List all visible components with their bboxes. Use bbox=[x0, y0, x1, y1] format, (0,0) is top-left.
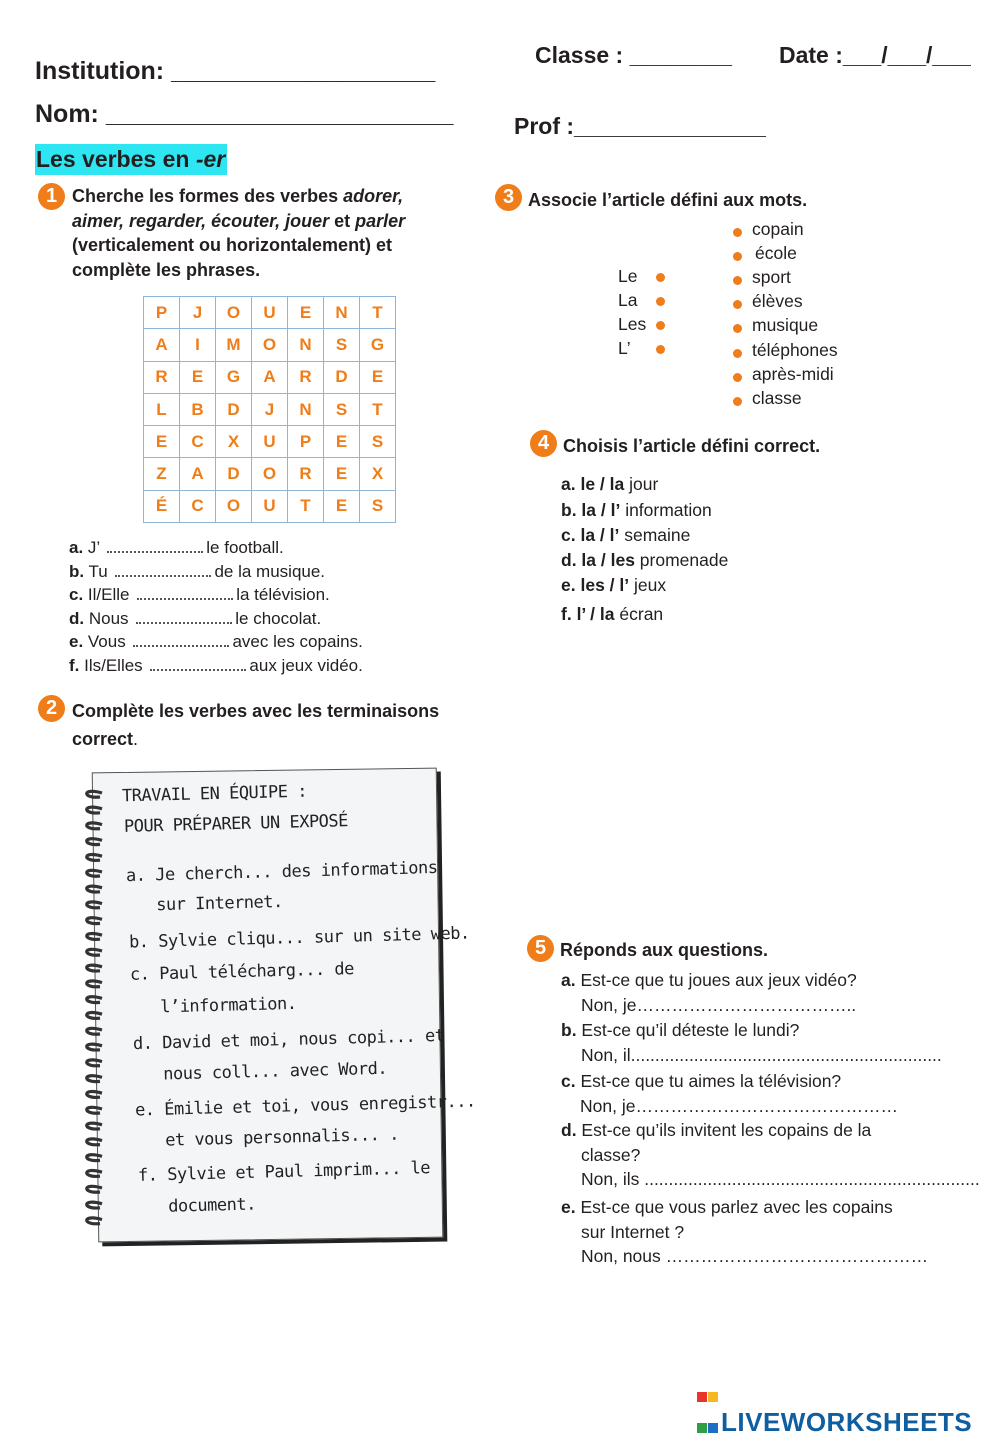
notebook-line: nous coll... avec Word. bbox=[133, 1058, 388, 1086]
grid-row bbox=[144, 490, 396, 522]
ex4-item bbox=[561, 498, 712, 524]
ex4-item bbox=[561, 602, 663, 628]
grid-cell: A bbox=[180, 458, 216, 490]
question-letter: e. bbox=[561, 1197, 581, 1217]
ex4-item bbox=[561, 472, 658, 498]
ex1-sentence bbox=[69, 607, 363, 631]
article-label: L’ bbox=[618, 338, 631, 358]
word-label: classe bbox=[752, 387, 802, 408]
ex1-sentence bbox=[69, 536, 363, 560]
question-text: Est-ce que tu joues aux jeux vidéo? bbox=[580, 970, 857, 990]
grid-cell: S bbox=[360, 426, 396, 458]
answer-line[interactable]: Non, je……………………………….. bbox=[581, 994, 857, 1015]
answer-line[interactable]: Non, nous ……………………………………… bbox=[581, 1246, 929, 1266]
grid-cell: B bbox=[180, 393, 216, 425]
sentence-rest: le football. bbox=[206, 538, 284, 557]
grid-cell: S bbox=[324, 393, 360, 425]
answer-line[interactable]: Non, je……………………………………… bbox=[580, 1095, 898, 1116]
grid-cell: O bbox=[252, 329, 288, 361]
answer-blank[interactable] bbox=[137, 590, 233, 600]
grid-cell: C bbox=[180, 490, 216, 522]
grid-cell: E bbox=[324, 426, 360, 458]
grid-cell: D bbox=[216, 458, 252, 490]
classe-field: Classe : ________ bbox=[535, 42, 732, 68]
grid-cell: P bbox=[144, 297, 180, 329]
match-dot[interactable] bbox=[656, 297, 665, 306]
ex1-sentence bbox=[69, 583, 363, 607]
question-text: Est-ce qu’il déteste le lundi? bbox=[581, 1020, 800, 1040]
answer-line[interactable]: Non, ils ..................................................................... bbox=[581, 1169, 980, 1189]
notebook-line: sur Internet. bbox=[127, 891, 284, 917]
answer-blank[interactable] bbox=[107, 543, 203, 553]
match-dot[interactable] bbox=[733, 228, 742, 237]
question-line-2: sur Internet ? bbox=[581, 1221, 685, 1242]
date-field: Date :___/___/___ bbox=[779, 42, 971, 68]
question-line bbox=[561, 1118, 981, 1143]
match-dot[interactable] bbox=[656, 321, 665, 330]
grid-cell: E bbox=[324, 490, 360, 522]
grid-cell: E bbox=[180, 361, 216, 393]
notebook-line: l’information. bbox=[130, 993, 297, 1019]
question-text: Est-ce qu’ils invitent les copains de la bbox=[581, 1120, 872, 1140]
grid-cell: O bbox=[216, 490, 252, 522]
ex4-instructions: Choisis l’article défini correct. bbox=[563, 436, 821, 456]
grid-cell: R bbox=[288, 458, 324, 490]
ex3-instructions: Associe l’article défini aux mots. bbox=[528, 190, 808, 210]
grid-cell: P bbox=[288, 426, 324, 458]
item-noun: semaine bbox=[619, 525, 691, 545]
grid-cell: U bbox=[252, 297, 288, 329]
question-line-2: classe? bbox=[581, 1144, 641, 1165]
ex5-instructions: Réponds aux questions. bbox=[560, 940, 769, 960]
article-choice[interactable]: la / l’ bbox=[581, 500, 621, 520]
grid-cell: D bbox=[324, 361, 360, 393]
sentence-subject: Ils/Elles bbox=[79, 655, 148, 675]
grid-cell: S bbox=[360, 490, 396, 522]
ex5-question bbox=[561, 1018, 981, 1067]
prof-field: Prof :_______________ bbox=[514, 113, 766, 139]
question-letter: c. bbox=[561, 1071, 581, 1091]
grid-cell: J bbox=[180, 297, 216, 329]
grid-cell: T bbox=[288, 490, 324, 522]
ex5-question bbox=[561, 1118, 981, 1192]
answer-blank[interactable] bbox=[133, 637, 229, 647]
notebook-line: f. Sylvie et Paul imprim... le bbox=[137, 1158, 430, 1186]
notebook-line: d. David et moi, nous copi... et bbox=[132, 1025, 445, 1055]
grid-cell: J bbox=[252, 393, 288, 425]
sentence-rest: de la musique. bbox=[214, 561, 326, 581]
grid-cell: T bbox=[360, 297, 396, 329]
sentence-rest: la télévision. bbox=[236, 585, 330, 604]
item-letter: b. bbox=[561, 500, 582, 520]
notebook-line: et vous personnalis... . bbox=[136, 1124, 400, 1152]
grid-cell: U bbox=[252, 490, 288, 522]
question-line bbox=[561, 1069, 981, 1094]
grid-cell: É bbox=[144, 490, 180, 522]
match-dot[interactable] bbox=[656, 345, 665, 354]
word-label: après-midi bbox=[752, 363, 834, 384]
grid-row bbox=[144, 426, 396, 458]
word-label: élèves bbox=[752, 291, 803, 312]
page-title: Les verbes en -er bbox=[35, 144, 227, 175]
ex5-question bbox=[561, 1069, 981, 1118]
sentence-subject: Vous bbox=[83, 632, 131, 651]
item-noun: promenade bbox=[634, 550, 729, 570]
ex2-number-badge: 2 bbox=[38, 695, 65, 722]
ex5-number-badge: 5 bbox=[527, 935, 554, 962]
grid-row bbox=[144, 393, 396, 425]
item-letter: c. bbox=[561, 525, 581, 545]
sentence-subject: Nous bbox=[84, 608, 134, 628]
grid-cell: E bbox=[324, 458, 360, 490]
ex2-instructions: Complète les verbes avec les terminaisons correct. bbox=[72, 701, 440, 749]
grid-cell: U bbox=[252, 426, 288, 458]
ex5-question bbox=[561, 1195, 981, 1269]
grid-cell: Z bbox=[144, 458, 180, 490]
ex3-number-badge: 3 bbox=[495, 184, 522, 211]
sentence-rest: avec les copains. bbox=[232, 632, 363, 651]
institution-field: Institution: ___________________ bbox=[35, 57, 436, 85]
question-letter: a. bbox=[561, 970, 581, 990]
grid-cell: L bbox=[144, 393, 180, 425]
grid-cell: N bbox=[324, 297, 360, 329]
grid-cell: E bbox=[288, 297, 324, 329]
article-choice[interactable]: la / l’ bbox=[580, 525, 620, 545]
sentence-rest: aux jeux vidéo. bbox=[249, 655, 363, 675]
sentence-letter: d. bbox=[69, 608, 85, 628]
match-dot[interactable] bbox=[733, 373, 742, 382]
item-noun: écran bbox=[614, 604, 664, 624]
nom-field: Nom: _________________________ bbox=[35, 100, 454, 128]
answer-blank[interactable] bbox=[150, 661, 246, 671]
sentence-subject: J’ bbox=[83, 538, 105, 557]
article-label: Le bbox=[618, 266, 638, 286]
ex1-instructions: Cherche les formes des verbes adorer, aimer, regarder, écouter, jouer et parler (verticalement ou horizontalement) et complète les phrases. bbox=[72, 186, 406, 280]
notebook-title-1: TRAVAIL EN ÉQUIPE : bbox=[121, 781, 308, 807]
match-dot[interactable] bbox=[733, 252, 742, 261]
grid-cell: D bbox=[216, 393, 252, 425]
question-text: Est-ce que tu aimes la télévision? bbox=[580, 1071, 842, 1091]
grid-row bbox=[144, 297, 396, 329]
answer-line[interactable]: Non, il................................................................ bbox=[581, 1044, 942, 1065]
ex4-item bbox=[561, 573, 666, 599]
match-dot[interactable] bbox=[733, 397, 742, 406]
notebook-title-2: POUR PRÉPARER UN EXPOSÉ bbox=[123, 811, 349, 837]
grid-cell: X bbox=[216, 426, 252, 458]
word-search-grid bbox=[143, 296, 396, 523]
word-label: copain bbox=[752, 219, 804, 239]
grid-cell: R bbox=[288, 361, 324, 393]
grid-cell: O bbox=[216, 297, 252, 329]
article-choice[interactable]: la / les bbox=[581, 550, 635, 570]
item-noun: information bbox=[620, 500, 712, 520]
question-letter: d. bbox=[561, 1120, 582, 1140]
word-label: sport bbox=[752, 267, 791, 288]
article-row bbox=[618, 290, 637, 311]
sentence-letter: a. bbox=[69, 538, 84, 557]
grid-cell: M bbox=[216, 329, 252, 361]
item-noun: jeux bbox=[629, 575, 667, 595]
sentence-rest: le chocolat. bbox=[235, 608, 322, 628]
grid-cell: O bbox=[252, 458, 288, 490]
article-row bbox=[618, 314, 646, 335]
question-line bbox=[561, 968, 981, 993]
notebook-line: c. Paul télécharg... de bbox=[129, 959, 355, 985]
question-line bbox=[561, 1195, 981, 1220]
item-letter: e. bbox=[561, 575, 581, 595]
match-dot[interactable] bbox=[656, 273, 665, 282]
answer-blank[interactable] bbox=[115, 567, 211, 577]
ex1-sentence bbox=[69, 654, 363, 678]
notebook-line: e. Émilie et toi, vous enregistr... bbox=[134, 1091, 477, 1121]
grid-cell: R bbox=[144, 361, 180, 393]
article-row bbox=[618, 338, 631, 359]
word-label: école bbox=[755, 243, 797, 264]
notebook-line: document. bbox=[138, 1194, 257, 1218]
word-label: téléphones bbox=[752, 339, 838, 360]
notebook-spiral-icon bbox=[80, 785, 106, 1235]
grid-cell: X bbox=[360, 458, 396, 490]
grid-cell: N bbox=[288, 393, 324, 425]
ex1-sentence bbox=[69, 630, 363, 654]
grid-cell: G bbox=[360, 329, 396, 361]
article-label: La bbox=[618, 290, 638, 310]
ex1-sentence bbox=[69, 560, 363, 584]
article-label: Les bbox=[618, 314, 647, 334]
word-label: musique bbox=[752, 315, 819, 336]
question-text: Est-ce que vous parlez avec les copains bbox=[580, 1197, 893, 1217]
article-choice[interactable]: le / la bbox=[580, 474, 625, 494]
sentence-letter: c. bbox=[69, 585, 84, 604]
ex5-question bbox=[561, 968, 981, 1017]
match-dot[interactable] bbox=[733, 276, 742, 285]
grid-row bbox=[144, 458, 396, 490]
ex1-number-badge: 1 bbox=[38, 183, 65, 210]
grid-cell: I bbox=[180, 329, 216, 361]
ex1-sentences bbox=[69, 536, 363, 677]
ex4-item bbox=[561, 523, 690, 549]
liveworksheets-logo[interactable]: LIVEWORKSHEETS bbox=[697, 1378, 972, 1438]
grid-row bbox=[144, 329, 396, 361]
grid-cell: S bbox=[324, 329, 360, 361]
sentence-letter: e. bbox=[69, 632, 84, 651]
ex4-number-badge: 4 bbox=[530, 430, 557, 457]
ex4-item bbox=[561, 548, 728, 574]
grid-cell: C bbox=[180, 426, 216, 458]
grid-cell: A bbox=[252, 361, 288, 393]
grid-cell: A bbox=[144, 329, 180, 361]
answer-blank[interactable] bbox=[136, 614, 232, 624]
notebook-line: b. Sylvie cliqu... sur un site web. bbox=[128, 923, 470, 953]
item-letter: a. bbox=[561, 474, 581, 494]
sentence-letter: f. bbox=[69, 655, 80, 675]
item-letter: d. bbox=[561, 550, 582, 570]
grid-cell: T bbox=[360, 393, 396, 425]
notebook-line: a. Je cherch... des informations bbox=[125, 857, 438, 887]
item-letter: f. bbox=[561, 604, 577, 624]
article-row bbox=[618, 266, 637, 287]
article-choice[interactable]: l’ / la bbox=[576, 604, 615, 624]
grid-cell: E bbox=[144, 426, 180, 458]
sentence-subject: Tu bbox=[84, 561, 113, 581]
logo-mark-icon bbox=[697, 1378, 721, 1400]
grid-row bbox=[144, 361, 396, 393]
sentence-letter: b. bbox=[69, 561, 85, 581]
grid-cell: N bbox=[288, 329, 324, 361]
match-dot[interactable] bbox=[733, 300, 742, 309]
match-dot[interactable] bbox=[733, 324, 742, 333]
question-letter: b. bbox=[561, 1020, 582, 1040]
match-dot[interactable] bbox=[733, 349, 742, 358]
question-line bbox=[561, 1018, 981, 1043]
sentence-subject: Il/Elle bbox=[83, 585, 135, 604]
grid-cell: G bbox=[216, 361, 252, 393]
article-choice[interactable]: les / l’ bbox=[580, 575, 630, 595]
grid-cell: E bbox=[360, 361, 396, 393]
item-noun: jour bbox=[624, 474, 659, 494]
